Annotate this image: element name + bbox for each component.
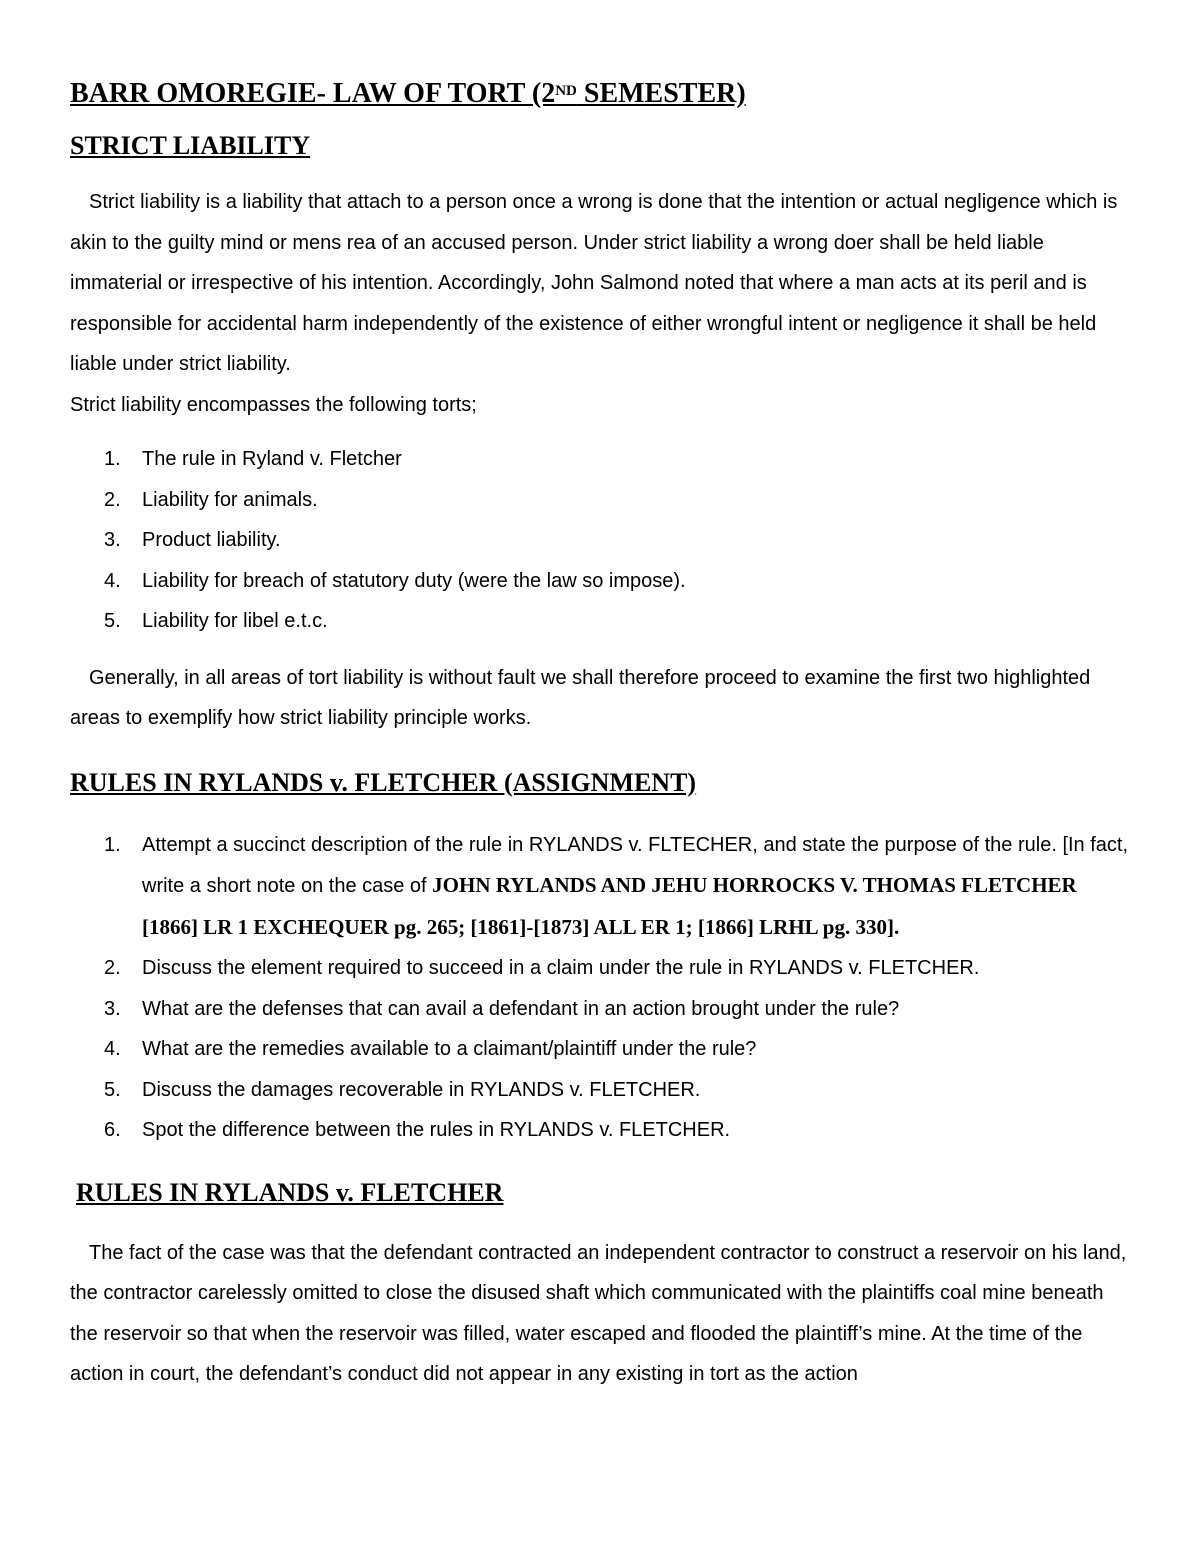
list-item <box>70 1029 1135 1070</box>
section-heading-rylands: RULES IN RYLANDS v. FLETCHER <box>76 1177 504 1207</box>
list-item-number: 1. <box>104 833 121 856</box>
list-item-number: 5. <box>104 610 121 632</box>
section-heading-strict-liability: STRICT LIABILITY <box>70 131 311 160</box>
section-heading-rylands-assignment: RULES IN RYLANDS v. FLETCHER (ASSIGNMENT) <box>70 767 697 797</box>
list-item <box>70 989 1135 1030</box>
title-end: SEMESTER) <box>576 78 746 109</box>
list-item-text: The rule in Ryland v. Fletcher <box>142 448 402 470</box>
list-item-text: Liability for animals. <box>142 488 318 511</box>
list-item-text: Product liability. <box>142 529 281 551</box>
document-page <box>70 70 1135 1395</box>
list-item-number: 5. <box>104 1078 121 1101</box>
list-item <box>70 480 1135 521</box>
title-superscript: ND <box>555 83 577 99</box>
document-title <box>70 74 1135 114</box>
case-citation: JOHN RYLANDS AND JEHU HORROCKS V. THOMAS FLETCHER [1866] LR 1 EXCHEQUER pg. 265; [1861]-[1873] ALL ER 1; [1866] LRHL pg. 330]. <box>142 873 1077 939</box>
list-item-text: What are the remedies available to a claimant/plaintiff under the rule? <box>142 1038 757 1060</box>
list-item <box>70 1070 1135 1111</box>
list-item <box>70 948 1135 989</box>
paragraph-case-facts: The fact of the case was that the defendant contracted an independent contractor to construct a reservoir on his land, the contractor carelessly omitted to close the disused shaft which communicated with the plaintiffs coal mine beneath the reservoir so that when the reservoir was filled, water escaped and flooded the plaintiff’s mine. At the time of the action in court, the defendant’s conduct did not appear in any existing in tort as the action <box>70 1241 1127 1385</box>
list-item-number: 2. <box>104 488 121 511</box>
list-strict-liability-torts <box>70 439 1135 642</box>
list-item <box>70 825 1135 949</box>
list-item <box>70 561 1135 602</box>
list-item <box>70 520 1135 561</box>
list-item-number: 6. <box>104 1119 121 1141</box>
list-item-text: Spot the difference between the rules in RYLANDS v. FLETCHER. <box>142 1119 731 1141</box>
list-item-text: Discuss the element required to succeed in a claim under the rule in RYLANDS v. FLETCHER. <box>142 957 980 979</box>
list-item-number: 2. <box>104 957 121 979</box>
list-item-number: 4. <box>104 569 121 592</box>
paragraph-generally: Generally, in all areas of tort liability is without fault we shall therefore proceed to examine the first two highlighted areas to exemplify how strict liability principle works. <box>70 666 1091 729</box>
list-item <box>70 1110 1135 1151</box>
list-item-text: Attempt a succinct description of the rule in RYLANDS v. FLTECHER, and state the purpose of the rule. [In fact, write a short note on the case of <box>142 833 1129 897</box>
list-item-text: Liability for libel e.t.c. <box>142 610 328 632</box>
list-item <box>70 439 1135 480</box>
list-item-number: 3. <box>104 997 121 1020</box>
list-item-number: 3. <box>104 529 121 551</box>
list-item-text: Discuss the damages recoverable in RYLANDS v. FLETCHER. <box>142 1078 701 1101</box>
list-item-number: 1. <box>104 448 121 470</box>
list-item <box>70 601 1135 642</box>
list-item-number: 4. <box>104 1038 121 1060</box>
title-main: BARR OMOREGIE- LAW OF TORT (2 <box>70 78 556 109</box>
paragraph-torts-intro: Strict liability encompasses the following torts; <box>70 393 477 416</box>
list-item-text: What are the defenses that can avail a defendant in an action brought under the rule? <box>142 997 900 1020</box>
list-item-text: Liability for breach of statutory duty (were the law so impose). <box>142 569 686 592</box>
paragraph-strict-liability-definition: Strict liability is a liability that attach to a person once a wrong is done that the intention or actual negligence which is akin to the guilty mind or mens rea of an accused person. Under strict liability a wrong doer shall be held liable immaterial or irrespective of his intention. Accordingly, John Salmond noted that where a man acts at its peril and is responsible for accidental harm independently of the existence of either wrongful intent or negligence it shall be held liable under strict liability. <box>70 191 1118 375</box>
list-assignment-questions <box>70 825 1135 1151</box>
